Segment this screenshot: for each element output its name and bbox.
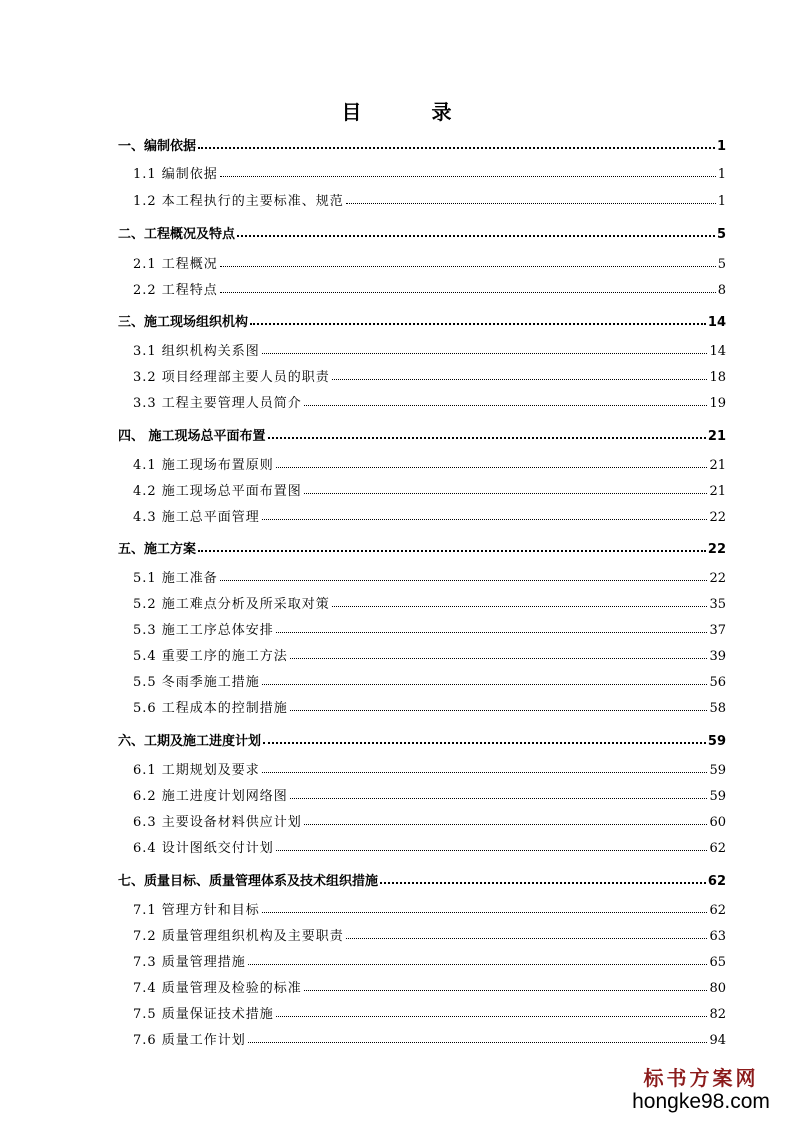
toc-page-number: 37	[709, 623, 726, 638]
toc-section-entry[interactable]	[133, 898, 726, 918]
toc-dot-leader	[304, 824, 708, 825]
toc-chapter-entry[interactable]	[118, 134, 726, 154]
site-watermark	[631, 1066, 771, 1114]
toc-page-number: 60	[709, 815, 726, 830]
toc-dot-leader	[276, 632, 708, 633]
toc-dot-leader	[346, 203, 716, 204]
toc-dot-leader	[220, 580, 708, 581]
toc-entry-label: 4.1 施工现场布置原则	[133, 458, 274, 473]
toc-dot-leader	[262, 353, 708, 354]
toc-chapter-entry[interactable]	[118, 222, 726, 242]
toc-dot-leader	[198, 147, 715, 149]
toc-section-entry[interactable]	[133, 976, 726, 996]
toc-page-number: 22	[709, 510, 726, 525]
toc-page-number: 22	[709, 571, 726, 586]
toc-dot-leader	[262, 684, 708, 685]
toc-entry-label: 4.3 施工总平面管理	[133, 510, 260, 525]
toc-page-number: 65	[709, 955, 726, 970]
toc-page-number: 59	[709, 763, 726, 778]
toc-chapter-entry[interactable]	[118, 424, 726, 444]
toc-section-entry[interactable]	[133, 924, 726, 944]
toc-chapter-entry[interactable]	[118, 729, 726, 749]
toc-dot-leader	[332, 379, 708, 380]
toc-section-entry[interactable]	[133, 278, 726, 298]
toc-page-number: 80	[709, 981, 726, 996]
toc-entry-label: 五、施工方案	[118, 542, 197, 557]
toc-title: 目录	[341, 100, 522, 124]
toc-section-entry[interactable]	[133, 1028, 726, 1048]
toc-dot-leader	[380, 882, 706, 884]
toc-page-number: 59	[709, 789, 726, 804]
toc-section-entry[interactable]	[133, 592, 726, 612]
toc-page-number: 1	[716, 139, 726, 154]
toc-entry-label: 6.2 施工进度计划网络图	[133, 789, 288, 804]
toc-entry-label: 7.2 质量管理组织机构及主要职责	[133, 929, 344, 944]
toc-dot-leader	[268, 437, 706, 439]
toc-section-entry[interactable]	[133, 696, 726, 716]
toc-dot-leader	[290, 710, 708, 711]
toc-page-number: 19	[709, 396, 726, 411]
toc-page-number: 62	[709, 903, 726, 918]
toc-dot-leader	[237, 235, 715, 237]
toc-dot-leader	[263, 742, 706, 744]
toc-dot-leader	[276, 467, 708, 468]
toc-page-number: 62	[709, 841, 726, 856]
toc-entry-label: 5.1 施工准备	[133, 571, 218, 586]
toc-section-entry[interactable]	[133, 784, 726, 804]
toc-dot-leader	[304, 405, 708, 406]
toc-section-entry[interactable]	[133, 505, 726, 525]
toc-chapter-entry[interactable]	[118, 537, 726, 557]
toc-dot-leader	[250, 323, 706, 325]
toc-dot-leader	[262, 772, 708, 773]
watermark-name: 标书方案网	[643, 1066, 759, 1090]
toc-dot-leader	[220, 266, 716, 267]
toc-dot-leader	[248, 964, 708, 965]
toc-dot-leader	[276, 850, 708, 851]
toc-entry-label: 5.2 施工难点分析及所采取对策	[133, 597, 330, 612]
toc-page-number: 18	[709, 370, 726, 385]
toc-dot-leader	[262, 912, 708, 913]
toc-page-number: 14	[709, 344, 726, 359]
toc-chapter-entry[interactable]	[118, 869, 726, 889]
toc-page-number: 82	[709, 1007, 726, 1022]
toc-dot-leader	[304, 990, 708, 991]
toc-section-entry[interactable]	[133, 391, 726, 411]
toc-entry-label: 5.6 工程成本的控制措施	[133, 701, 288, 716]
toc-section-entry[interactable]	[133, 479, 726, 499]
toc-page-number: 35	[709, 597, 726, 612]
toc-chapter-entry[interactable]	[118, 310, 726, 330]
toc-section-entry[interactable]	[133, 189, 726, 209]
toc-page-number: 21	[707, 429, 726, 444]
toc-page-number: 59	[707, 734, 726, 749]
toc-section-entry[interactable]	[133, 670, 726, 690]
toc-dot-leader	[220, 176, 716, 177]
toc-page-number: 5	[717, 257, 726, 272]
toc-section-entry[interactable]	[133, 252, 726, 272]
toc-entry-label: 3.2 项目经理部主要人员的职责	[133, 370, 330, 385]
toc-entry-label: 2.1 工程概况	[133, 257, 218, 272]
toc-entry-label: 6.4 设计图纸交付计划	[133, 841, 274, 856]
toc-entry-label: 7.4 质量管理及检验的标准	[133, 981, 302, 996]
toc-entry-label: 7.1 管理方针和目标	[133, 903, 260, 918]
toc-section-entry[interactable]	[133, 836, 726, 856]
toc-dot-leader	[304, 493, 708, 494]
toc-page-number: 63	[709, 929, 726, 944]
toc-page-number: 1	[717, 167, 726, 182]
toc-entry-label: 3.3 工程主要管理人员简介	[133, 396, 302, 411]
toc-section-entry[interactable]	[133, 618, 726, 638]
toc-entry-label: 5.4 重要工序的施工方法	[133, 649, 288, 664]
toc-section-entry[interactable]	[133, 566, 726, 586]
toc-page-number: 8	[717, 283, 726, 298]
toc-section-entry[interactable]	[133, 365, 726, 385]
toc-entry-label: 六、工期及施工进度计划	[118, 734, 262, 749]
toc-entry-label: 1.2 本工程执行的主要标准、规范	[133, 194, 344, 209]
toc-page-number: 5	[716, 227, 726, 242]
toc-entry-label: 三、施工现场组织机构	[118, 315, 249, 330]
toc-section-entry[interactable]	[133, 339, 726, 359]
toc-section-entry[interactable]	[133, 810, 726, 830]
toc-entry-label: 6.1 工期规划及要求	[133, 763, 260, 778]
toc-entry-label: 5.3 施工工序总体安排	[133, 623, 274, 638]
toc-page-number: 1	[717, 194, 726, 209]
toc-section-entry[interactable]	[133, 453, 726, 473]
toc-dot-leader	[262, 519, 708, 520]
toc-entry-label: 4.2 施工现场总平面布置图	[133, 484, 302, 499]
toc-entry-label: 7.5 质量保证技术措施	[133, 1007, 274, 1022]
toc-dot-leader	[290, 798, 708, 799]
toc-page-number: 21	[709, 458, 726, 473]
toc-entry-label: 3.1 组织机构关系图	[133, 344, 260, 359]
toc-section-entry[interactable]	[133, 162, 726, 182]
toc-dot-leader	[332, 606, 708, 607]
toc-entry-label: 2.2 工程特点	[133, 283, 218, 298]
toc-page-number: 21	[709, 484, 726, 499]
toc-section-entry[interactable]	[133, 1002, 726, 1022]
watermark-url: hongke98.com	[632, 1090, 770, 1113]
toc-entry-label: 七、质量目标、质量管理体系及技术组织措施	[118, 874, 379, 889]
toc-page-number: 94	[709, 1033, 726, 1048]
toc-section-entry[interactable]	[133, 950, 726, 970]
toc-dot-leader	[276, 1016, 708, 1017]
toc-entry-label: 7.6 质量工作计划	[133, 1033, 246, 1048]
toc-page-number: 56	[709, 675, 726, 690]
toc-section-entry[interactable]	[133, 758, 726, 778]
toc-dot-leader	[248, 1042, 708, 1043]
toc-dot-leader	[346, 938, 708, 939]
toc-entry-label: 5.5 冬雨季施工措施	[133, 675, 260, 690]
toc-entry-label: 7.3 质量管理措施	[133, 955, 246, 970]
toc-entry-label: 四、 施工现场总平面布置	[118, 429, 266, 444]
toc-dot-leader	[198, 550, 706, 552]
toc-entry-label: 1.1 编制依据	[133, 167, 218, 182]
toc-entry-label: 6.3 主要设备材料供应计划	[133, 815, 302, 830]
toc-dot-leader	[290, 658, 708, 659]
toc-page-number: 62	[707, 874, 726, 889]
toc-entry-label: 一、编制依据	[118, 139, 197, 154]
toc-page-number: 39	[709, 649, 726, 664]
toc-page-number: 22	[707, 542, 726, 557]
toc-dot-leader	[220, 292, 716, 293]
toc-entry-label: 二、工程概况及特点	[118, 227, 236, 242]
toc-page-number: 14	[707, 315, 726, 330]
toc-page-number: 58	[709, 701, 726, 716]
toc-section-entry[interactable]	[133, 644, 726, 664]
